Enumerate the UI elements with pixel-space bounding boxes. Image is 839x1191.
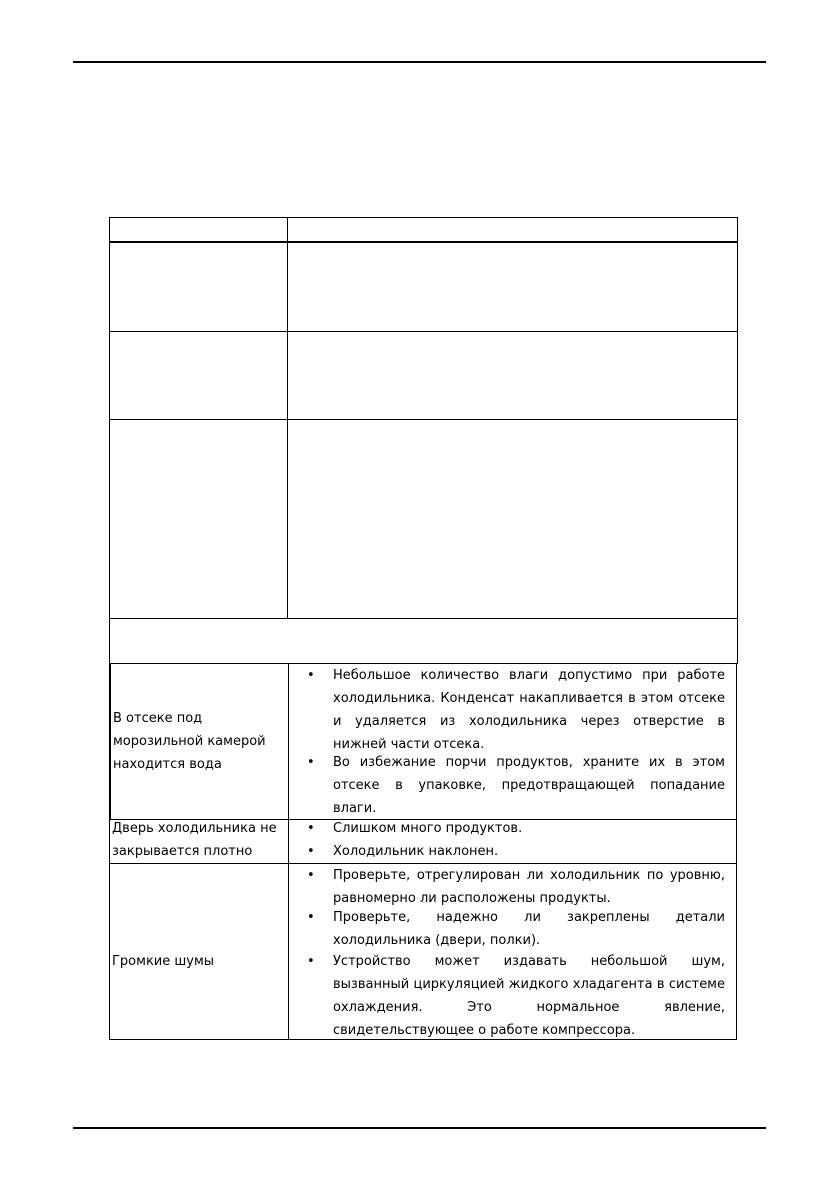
table-top-empty	[109, 217, 738, 664]
solution-item: • Небольшое количество влаги допустимо при работе холодильника. Конденсат накапливается в этом отсеке и удаляется из холодильника через отверстие в нижней части отсека.	[307, 668, 725, 752]
problem-cell: Громкие шумы	[112, 954, 215, 969]
solution-item: • Проверьте, отрегулирован ли холодильник по уровню, равномерно ли расположены продукты.	[307, 868, 725, 906]
solution-item: • Устройство может издавать небольшой шум, вызванный циркуляцией жидкого хладагента в системе охлаждения. Это нормальное явление, свидетельствующее о работе компрессора.	[307, 954, 725, 1038]
table-top-row-line	[109, 419, 738, 420]
solution-item: • Проверьте, надежно ли закреплены детали холодильника (двери, полки).	[307, 910, 725, 948]
table-top-divider	[287, 217, 288, 619]
problem-cell: Дверь холодильника не закрывается плотно	[112, 821, 277, 859]
solution-item: • Холодильник наклонен.	[307, 844, 499, 859]
table-top-header-line	[109, 241, 738, 243]
solution-item: • Слишком много продуктов.	[307, 821, 523, 836]
table-top-row-line	[109, 331, 738, 332]
problem-cell: В отсеке под морозильной камерой находится вода	[113, 711, 266, 772]
footer-rule	[73, 1127, 766, 1129]
table-top-row-line	[109, 618, 738, 619]
solution-item: • Во избежание порчи продуктов, храните их в этом отсеке в упаковке, предотвращающей попадание влаги.	[307, 755, 725, 816]
column-divider	[288, 663, 289, 820]
header-rule	[73, 61, 766, 63]
column-divider	[288, 819, 289, 864]
column-divider	[288, 863, 289, 1040]
